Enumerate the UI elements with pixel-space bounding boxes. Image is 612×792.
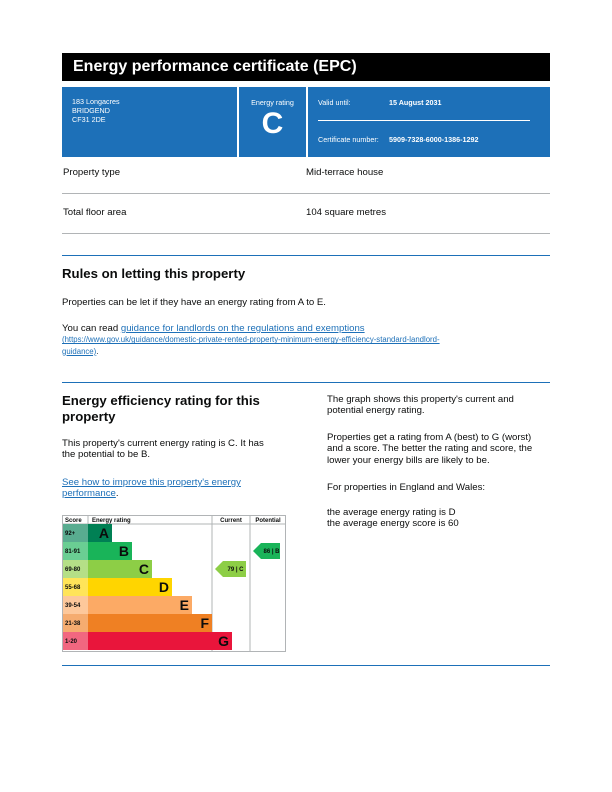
property-type-row [62, 154, 550, 194]
graph-header-rating: Energy rating [92, 518, 131, 524]
landlord-guidance-url[interactable]: (https://www.gov.uk/guidance/domestic-private-rented-property-minimum-energy-efficiency-standard-landlord- [62, 335, 440, 345]
rules-guidance-prefix: You can read [62, 323, 121, 334]
current-rating-label: 79 | C [227, 567, 244, 574]
valid-until-label: Valid until: [318, 98, 351, 107]
efficiency-heading-line: Energy efficiency rating for this [62, 393, 260, 408]
rules-guidance-paragraph [62, 323, 532, 357]
energy-rating-value: C [261, 107, 284, 140]
graph-description-line: potential energy rating. [327, 405, 425, 417]
section-divider [62, 382, 550, 383]
summary-panel [62, 87, 550, 157]
band-bar-f [88, 614, 212, 632]
address-line: CF31 2DE [72, 114, 106, 124]
improve-paragraph [62, 477, 241, 500]
average-score-line: the average energy score is 60 [327, 518, 459, 530]
efficiency-heading-line: property [62, 408, 116, 424]
address-line: BRIDGEND [72, 105, 110, 115]
panel-rule [318, 120, 530, 121]
improve-period: . [115, 488, 119, 500]
improve-performance-link[interactable]: See how to improve this property's energy [62, 477, 241, 488]
band-score-label: 92+ [65, 531, 76, 538]
energy-rating-graph [62, 515, 286, 652]
band-letter-d: D [158, 579, 169, 595]
property-type-value: Mid-terrace house [306, 167, 384, 178]
average-rating-line: the average energy rating is D [327, 507, 456, 518]
floor-area-row [62, 194, 550, 234]
property-type-label: Property type [63, 167, 121, 178]
band-bar-g [88, 632, 232, 650]
graph-description-line: The graph shows this property's current and [327, 394, 514, 405]
page-title: Energy performance certificate (EPC) [73, 58, 357, 75]
energy-rating-label: Energy rating [251, 98, 294, 107]
graph-header-score: Score [65, 518, 82, 524]
panel-divider [306, 87, 308, 157]
band-score-label: 69-80 [65, 567, 81, 574]
certificate-header [62, 53, 550, 81]
guidance-period: . [96, 346, 99, 356]
band-score-label: 1-20 [65, 639, 78, 646]
certificate-number-value: 5909-7328-6000-1386-1292 [389, 135, 479, 144]
rules-paragraph: Properties can be let if they have an energy rating from A to E. [62, 297, 326, 308]
graph-header-current: Current [220, 518, 242, 524]
section-divider [62, 255, 550, 256]
band-letter-b: B [118, 543, 129, 559]
band-score-label: 39-54 [65, 603, 81, 610]
graph-description [327, 394, 552, 417]
band-score-label: 81-91 [65, 549, 81, 556]
efficiency-heading [62, 393, 260, 424]
current-rating-line: This property's current energy rating is C. It has [62, 438, 264, 449]
valid-until-value: 15 August 2031 [389, 98, 442, 107]
band-letter-g: G [218, 633, 229, 649]
current-rating-paragraph [62, 438, 264, 461]
property-address [72, 98, 120, 124]
band-letter-f: F [200, 615, 209, 631]
floor-area-label: Total floor area [63, 207, 127, 218]
band-bar-e [88, 596, 192, 614]
band-score-label: 21-38 [65, 621, 81, 628]
address-line: 183 Longacres [72, 97, 120, 106]
rating-explanation [327, 432, 552, 466]
rating-explanation-line: Properties get a rating from A (best) to G (worst) [327, 432, 532, 443]
band-letter-e: E [179, 597, 189, 613]
landlord-guidance-link[interactable]: guidance for landlords on the regulations and exemptions [120, 323, 365, 334]
current-rating-line: the potential to be B. [62, 449, 151, 461]
rules-heading: Rules on letting this property [62, 266, 246, 281]
section-divider [62, 665, 550, 666]
rating-explanation-line: lower your energy bills are likely to be. [327, 454, 490, 466]
band-score-label: 55-68 [65, 585, 81, 592]
improve-performance-link-continued[interactable]: performance [62, 488, 116, 500]
average-rating-info [327, 507, 552, 530]
band-letter-c: C [138, 561, 149, 577]
potential-rating-label: 86 | B [263, 549, 280, 556]
rating-explanation-line: and a score. The better the rating and score, the [327, 443, 533, 455]
certificate-number-label: Certificate number: [318, 135, 379, 144]
landlord-guidance-url-continued[interactable]: guidance) [62, 346, 97, 356]
region-note: For properties in England and Wales: [327, 482, 486, 493]
band-letter-a: A [98, 525, 109, 541]
graph-header-potential: Potential [255, 518, 281, 524]
floor-area-value: 104 square metres [306, 207, 386, 218]
